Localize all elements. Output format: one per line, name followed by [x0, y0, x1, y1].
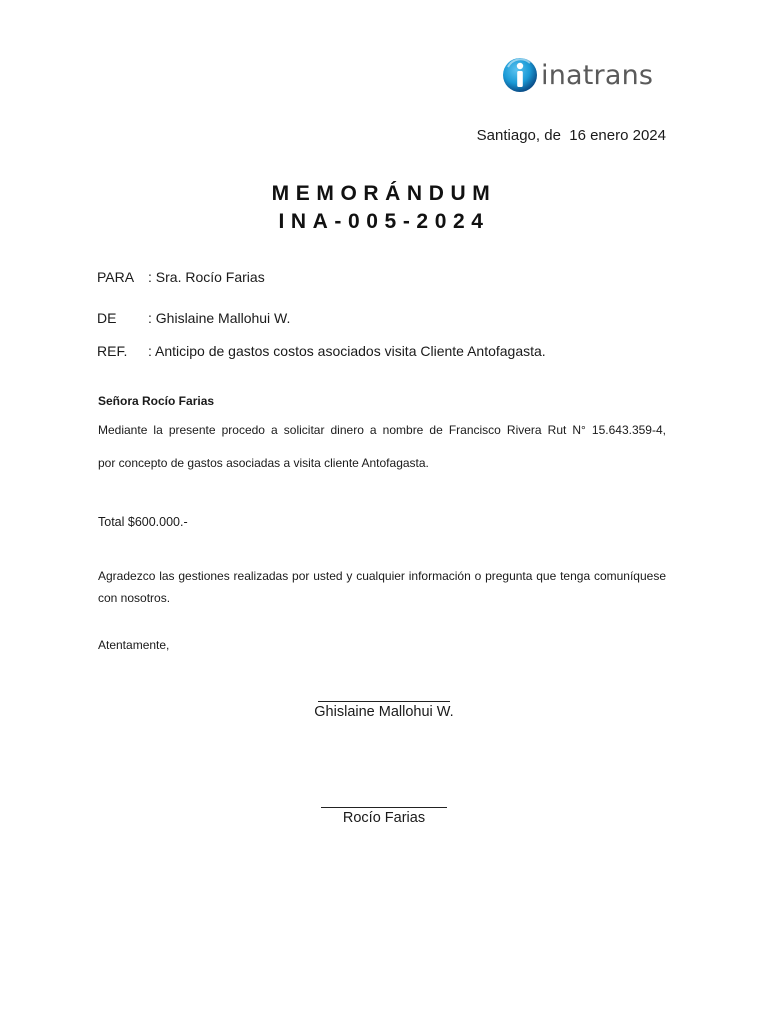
header-value-para: : Sra. Rocío Farias: [148, 269, 265, 285]
header-row-ref: [97, 343, 546, 359]
signature-line: [0, 690, 768, 704]
header-label-de: DE: [97, 310, 117, 326]
header-row-de: [97, 310, 290, 326]
greeting: Señora Rocío Farias: [98, 394, 215, 408]
body-paragraph-3: Agradezco las gestiones realizadas por usted y cualquier información o pregunta que tenga comuníquese con nosotros.: [98, 569, 666, 605]
body-paragraph-2: por concepto de gastos asociadas a visita cliente Antofagasta.: [98, 456, 429, 470]
signature-block-2: [0, 796, 768, 826]
date-line: Santiago, de 16 enero 2024: [476, 127, 666, 144]
inatrans-logo-icon: [502, 55, 538, 95]
logo-wordmark: inatrans: [541, 59, 654, 91]
signature-name: Rocío Farias: [342, 810, 426, 826]
total-amount: Total $600.000.-: [98, 515, 188, 529]
signature-block-1: [0, 690, 768, 720]
document-title: MEMORÁNDUM: [271, 182, 497, 205]
signature-line: [0, 796, 768, 810]
header-value-ref: : Anticipo de gastos costos asociados visita Cliente Antofagasta.: [148, 343, 546, 359]
header-row-para: [97, 269, 265, 285]
header-value-de: : Ghislaine Mallohui W.: [148, 310, 291, 326]
document-number: INA-005-2024: [278, 210, 490, 233]
body-paragraph-1: Mediante la presente procedo a solicitar dinero a nombre de Francisco Rivera Rut N° 15.643.359-4,: [98, 423, 666, 437]
header-label-ref: REF.: [97, 343, 128, 359]
closing: Atentamente,: [98, 638, 170, 652]
signature-name: Ghislaine Mallohui W.: [314, 704, 454, 720]
header-label-para: PARA: [97, 269, 135, 285]
company-logo: [502, 54, 653, 96]
